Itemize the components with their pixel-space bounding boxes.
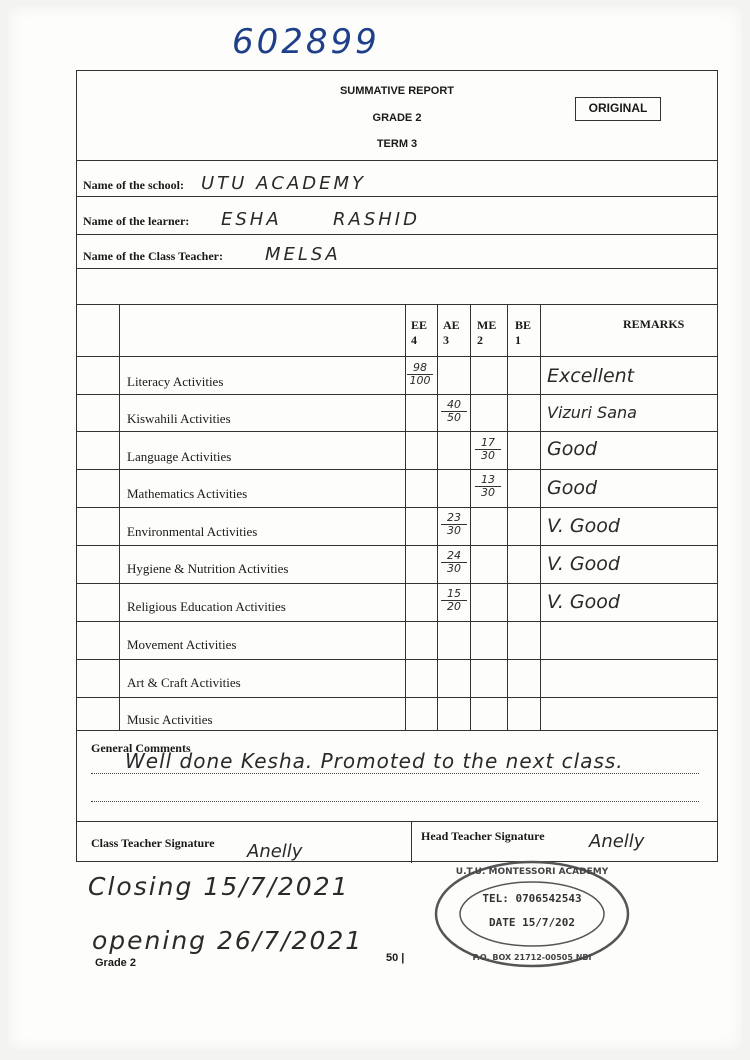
school-stamp	[432, 858, 632, 970]
remark-literacy: Excellent	[547, 365, 635, 387]
col-me-header: ME 2	[477, 318, 497, 347]
score-environmental: $\frac{23}{30}$	[441, 512, 467, 537]
subject-hygiene-nutrition: Hygiene & Nutrition Activities	[127, 561, 289, 576]
report-title: SUMMATIVE REPORT	[339, 85, 455, 97]
class-teacher-label: Name of the Class Teacher:	[83, 249, 223, 263]
subject-environmental: Environmental Activities	[127, 524, 258, 539]
subject-music: Music Activities	[127, 712, 213, 727]
score-kiswahili: $\frac{40}{50}$	[441, 399, 467, 424]
stamp-top-text: U.T.U. MONTESSORI ACADEMY	[455, 867, 609, 877]
remark-kiswahili: Vizuri Sana	[547, 403, 637, 422]
stamp-tel: TEL: 0706542543	[482, 892, 582, 905]
remark-language: Good	[547, 438, 598, 460]
col-remarks-header: REMARKS	[623, 317, 685, 331]
head-teacher-signature-label: Head Teacher Signature	[421, 829, 545, 843]
subject-literacy: Literacy Activities	[127, 374, 224, 389]
remark-mathematics: Good	[547, 477, 598, 499]
stamp-bottom-text: P.O. BOX 21712-00505 NBI	[472, 953, 592, 962]
subject-religious-education: Religious Education Activities	[127, 599, 286, 614]
subject-language: Language Activities	[127, 449, 232, 464]
school-label: Name of the school:	[83, 178, 184, 192]
opening-date-note: opening 26/7/2021	[92, 926, 364, 955]
score-language: $\frac{17}{30}$	[475, 437, 501, 462]
report-term: TERM 3	[376, 138, 418, 150]
footer-grade: Grade 2	[95, 957, 136, 969]
col-ee-header: EE 4	[411, 318, 428, 347]
stamp-date: DATE 15/7/202	[488, 916, 576, 929]
learner-last-name: RASHID	[333, 209, 420, 230]
remark-environmental: V. Good	[547, 515, 620, 537]
serial-number: 602899	[232, 22, 380, 62]
report-grade: GRADE 2	[372, 112, 422, 124]
score-hygiene-nutrition: $\frac{24}{30}$	[441, 550, 467, 575]
subject-movement: Movement Activities	[127, 637, 237, 652]
subject-mathematics: Mathematics Activities	[127, 486, 248, 501]
col-be-header: BE 1	[515, 318, 532, 347]
class-teacher-signature: Anelly	[247, 841, 303, 862]
learner-label: Name of the learner:	[83, 214, 190, 228]
general-comments-label: General Comments	[91, 741, 191, 755]
subject-kiswahili: Kiswahili Activities	[127, 411, 231, 426]
subject-art-craft: Art & Craft Activities	[127, 675, 241, 690]
score-literacy: $\frac{98}{100}$	[407, 362, 433, 387]
score-mathematics: $\frac{13}{30}$	[475, 474, 501, 499]
remark-religious-education: V. Good	[547, 591, 620, 613]
footer-page-number: 50 |	[386, 952, 405, 964]
learner-first-name: ESHA	[221, 209, 282, 230]
head-teacher-signature: Anelly	[589, 831, 645, 852]
class-teacher-signature-label: Class Teacher Signature	[91, 836, 215, 850]
general-comments-text: Well done Kesha. Promoted to the next class.	[125, 749, 624, 773]
col-ae-header: AE 3	[443, 318, 460, 347]
closing-date-note: Closing 15/7/2021	[88, 872, 350, 901]
score-religious-education: $\frac{15}{20}$	[441, 588, 467, 613]
school-value: UTU ACADEMY	[201, 173, 367, 194]
original-badge: ORIGINAL	[575, 97, 661, 121]
remark-hygiene-nutrition: V. Good	[547, 553, 620, 575]
class-teacher-value: MELSA	[265, 244, 341, 265]
report-form	[76, 70, 718, 862]
